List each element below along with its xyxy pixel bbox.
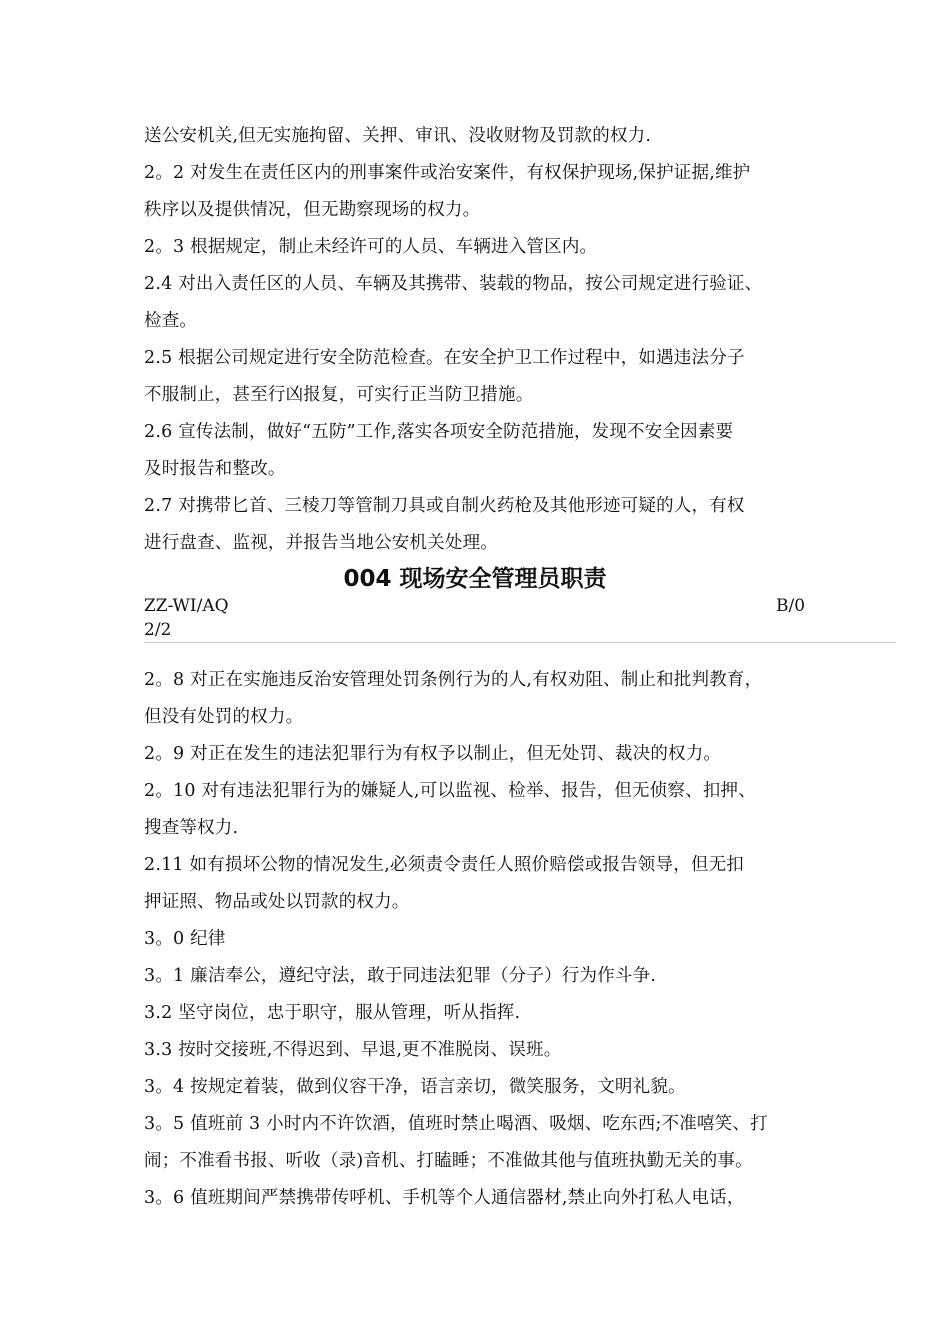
text-line: 3。0 纪律 <box>144 929 226 949</box>
text-line: 闹；不准看书报、听收（录)音机、打瞌睡；不准做其他与值班执勤无关的事。 <box>144 1151 753 1171</box>
text-line: 不服制止，甚至行凶报复，可实行正当防卫措施。 <box>144 385 534 405</box>
text-line: 2。10 对有违法犯罪行为的嫌疑人,可以监视、检举、报告，但无侦察、扣押、 <box>144 781 756 801</box>
header-divider <box>144 642 896 643</box>
text-line: 2。2 对发生在责任区内的刑事案件或治安案件，有权保护现场,保护证据,维护 <box>144 163 751 183</box>
page-number: 2/2 <box>144 620 172 640</box>
text-line: 进行盘查、监视，并报告当地公安机关处理。 <box>144 533 498 553</box>
text-line: 2.7 对携带匕首、三棱刀等管制刀具或自制火药枪及其他形迹可疑的人，有权 <box>144 496 745 516</box>
text-line: 搜查等权力. <box>144 818 239 838</box>
text-line: 2.5 根据公司规定进行安全防范检查。在安全护卫工作过程中，如遇违法分子 <box>144 348 745 368</box>
doc-version: B/0 <box>776 596 806 616</box>
page-title: 004 现场安全管理员职责 <box>343 566 607 592</box>
text-line: 3.3 按时交接班,不得迟到、早退,更不准脱岗、误班。 <box>144 1040 562 1060</box>
text-line: 3。5 值班前 3 小时内不许饮酒，值班时禁止喝酒、吸烟、吃东西;不准嘻笑、打 <box>144 1114 768 1134</box>
text-line: 3。6 值班期间严禁携带传呼机、手机等个人通信器材,禁止向外打私人电话， <box>144 1188 745 1208</box>
text-line: 及时报告和整改。 <box>144 459 286 479</box>
text-line: 押证照、物品或处以罚款的权力。 <box>144 892 410 912</box>
text-line: 2。3 根据规定，制止未经许可的人员、车辆进入管区内。 <box>144 237 598 257</box>
text-line: 检查。 <box>144 311 198 331</box>
text-line: 但没有处罚的权力。 <box>144 707 304 727</box>
section-duties-and-discipline <box>144 662 824 1217</box>
text-line: 3。4 按规定着装，做到仪容干净，语言亲切，微笑服务，文明礼貌。 <box>144 1077 686 1097</box>
text-line: 2.11 如有损坏公物的情况发生,必须责令责任人照价赔偿或报告领导，但无扣 <box>144 855 744 875</box>
text-line: 2。8 对正在实施违反治安管理处罚条例行为的人,有权劝阻、制止和批判教育， <box>144 670 763 690</box>
text-line: 2.6 宣传法制，做好“五防”工作,落实各项安全防范措施，发现不安全因素要 <box>144 422 734 442</box>
text-line: 3。1 廉洁奉公，遵纪守法，敢于同违法犯罪（分子）行为作斗争. <box>144 966 657 986</box>
section-duties-continued <box>144 118 824 562</box>
text-line: 2.4 对出入责任区的人员、车辆及其携带、装载的物品，按公司规定进行验证、 <box>144 274 763 294</box>
doc-code: ZZ-WI/AQ <box>144 596 229 616</box>
text-line: 3.2 坚守岗位，忠于职守，服从管理，听从指挥. <box>144 1003 521 1023</box>
text-line: 送公安机关,但无实施拘留、关押、审讯、没收财物及罚款的权力. <box>144 126 652 146</box>
text-line: 2。9 对正在发生的违法犯罪行为有权予以制止，但无处罚、裁决的权力。 <box>144 744 722 764</box>
text-line: 秩序以及提供情况，但无勘察现场的权力。 <box>144 200 481 220</box>
